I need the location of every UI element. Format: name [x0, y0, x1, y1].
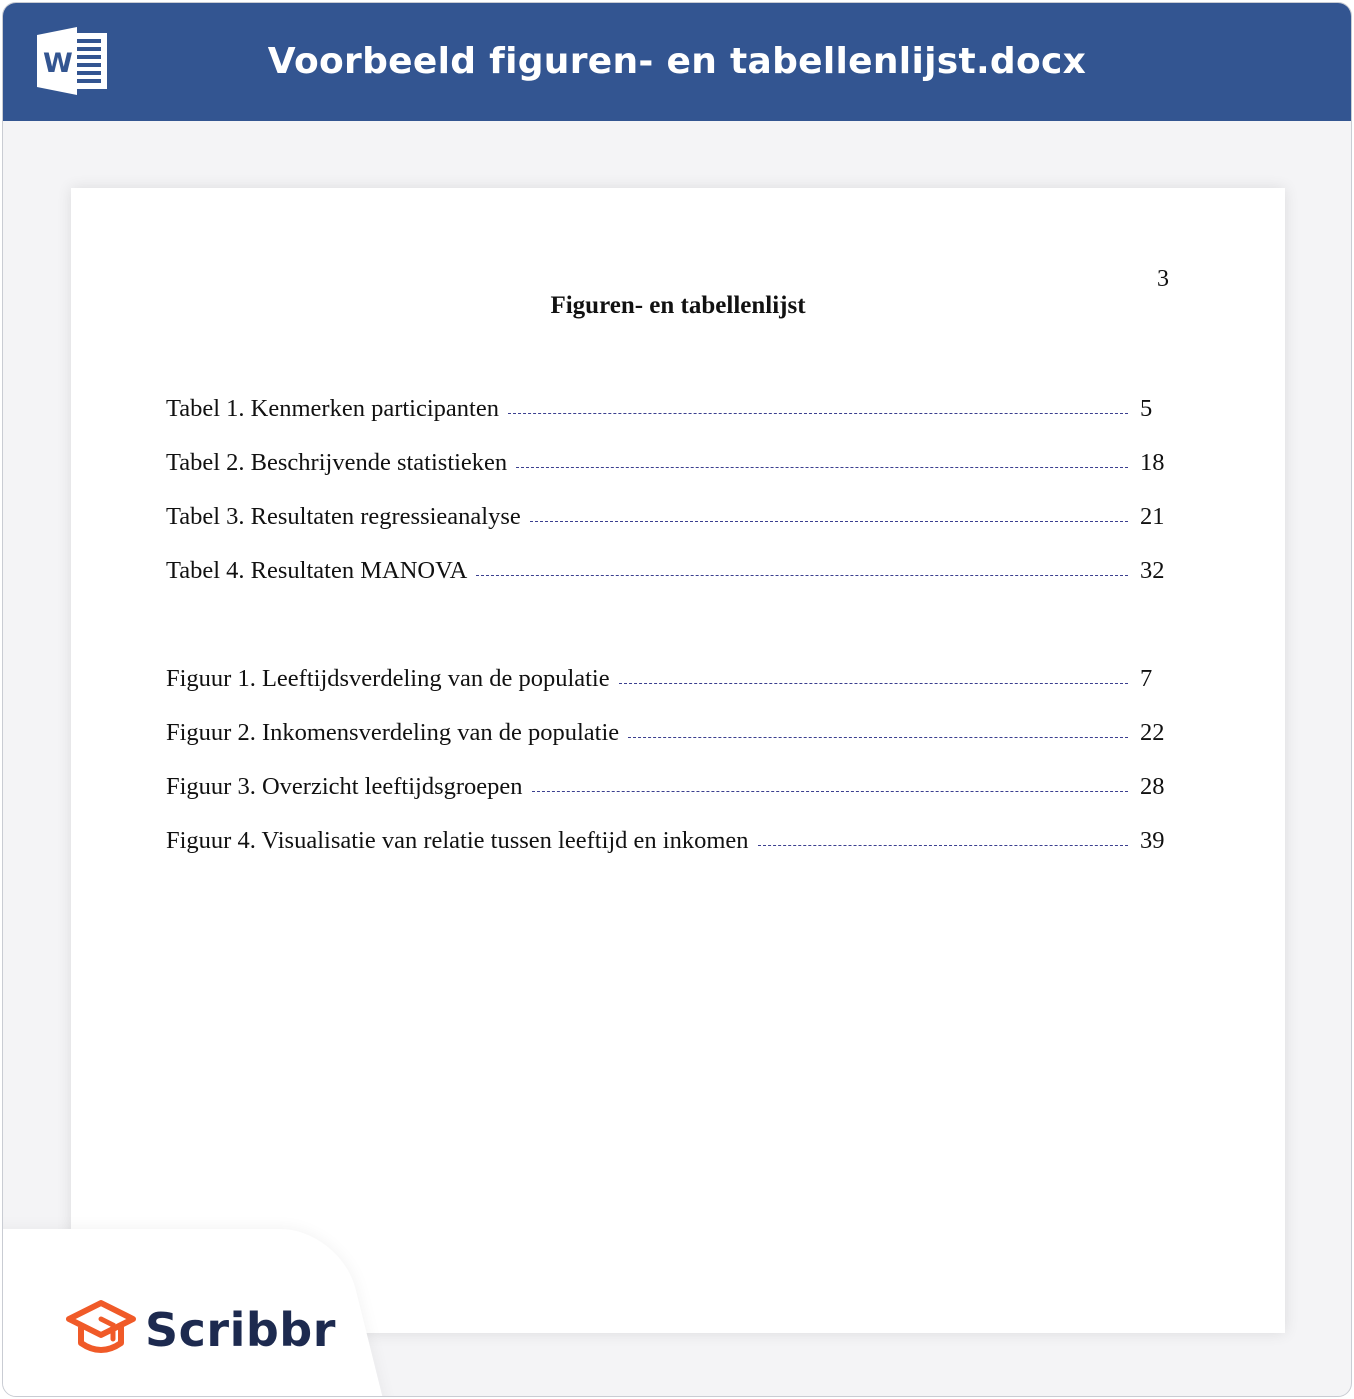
toc-entry-label[interactable]: Tabel 4. Resultaten MANOVA: [166, 557, 468, 584]
toc-entry-page: 21: [1140, 503, 1165, 530]
toc-entry-page: 22: [1140, 719, 1165, 746]
dotted-leader: [758, 845, 1128, 846]
dotted-leader: [530, 521, 1128, 522]
window-title: Voorbeeld figuren- en tabellenlijst.docx: [267, 41, 1087, 82]
toc-entry-page: 7: [1140, 665, 1153, 692]
document-title: Figuren- en tabellenlijst: [550, 292, 806, 319]
document-page: [71, 188, 1285, 1333]
dotted-leader: [619, 683, 1128, 684]
toc-entry-page: 28: [1140, 773, 1165, 800]
toc-entry-label[interactable]: Figuur 3. Overzicht leeftijdsgroepen: [166, 773, 523, 800]
toc-entry[interactable]: [166, 370, 1182, 424]
svg-text:W: W: [43, 48, 73, 79]
brand-name: Scribbr: [145, 1303, 336, 1357]
toc-entry[interactable]: [166, 424, 1182, 478]
toc-entry[interactable]: [166, 802, 1182, 856]
dotted-leader: [628, 737, 1128, 738]
toc-entry-page: 18: [1140, 449, 1165, 476]
toc-entry[interactable]: [166, 532, 1182, 586]
toc-entry-page: 32: [1140, 557, 1165, 584]
toc-entry-page: 39: [1140, 827, 1165, 854]
title-bar: [3, 3, 1351, 121]
toc-entry-label[interactable]: Figuur 2. Inkomensverdeling van de populatie: [166, 719, 620, 746]
dotted-leader: [476, 575, 1128, 576]
dotted-leader: [532, 791, 1128, 792]
dotted-leader: [508, 413, 1128, 414]
tables-list: [166, 370, 1182, 586]
toc-entry[interactable]: [166, 694, 1182, 748]
toc-entry-label[interactable]: Tabel 3. Resultaten regressieanalyse: [166, 503, 521, 530]
figures-list: [166, 640, 1182, 856]
toc-entry-label[interactable]: Tabel 2. Beschrijvende statistieken: [166, 449, 508, 476]
toc-entry-label[interactable]: Tabel 1. Kenmerken participanten: [166, 395, 499, 422]
toc-entry[interactable]: [166, 640, 1182, 694]
toc-entry-label[interactable]: Figuur 4. Visualisatie van relatie tussen leeftijd en inkomen: [166, 827, 749, 854]
scribbr-logo: [65, 1299, 336, 1361]
toc-entry-label[interactable]: Figuur 1. Leeftijdsverdeling van de populatie: [166, 665, 610, 692]
window-frame: [2, 2, 1352, 1397]
graduation-cap-icon: [65, 1299, 137, 1361]
toc-entry[interactable]: [166, 478, 1182, 532]
dotted-leader: [516, 467, 1128, 468]
toc-entry[interactable]: [166, 748, 1182, 802]
toc-entry-page: 5: [1140, 395, 1153, 422]
page-number: 3: [1157, 266, 1169, 292]
